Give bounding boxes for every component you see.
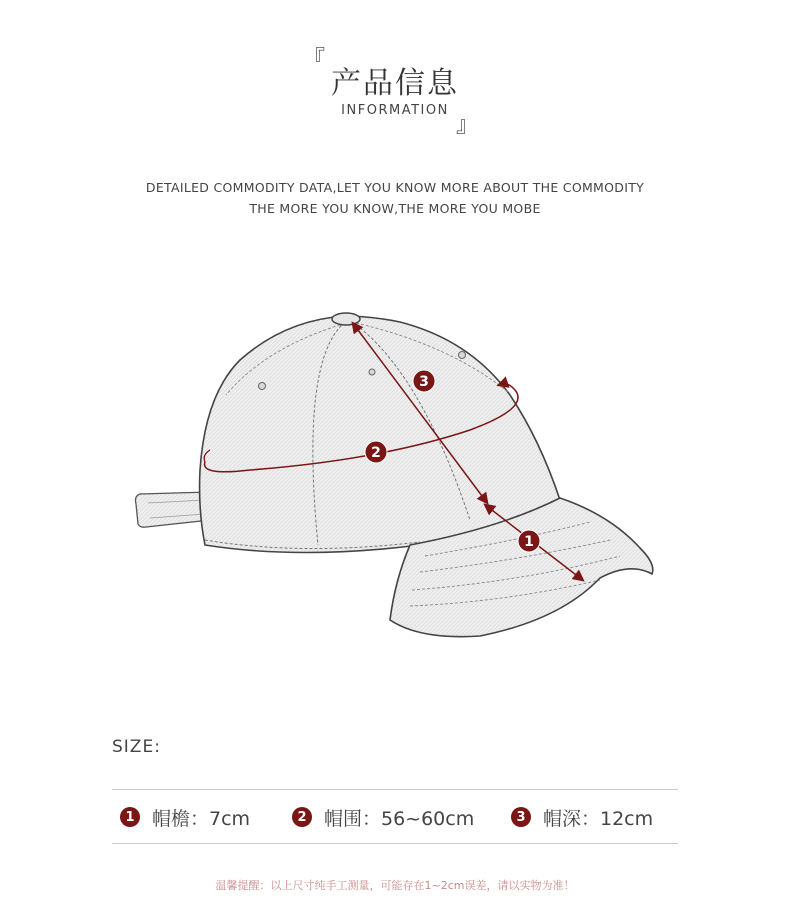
divider-top xyxy=(112,789,678,790)
cap-strap xyxy=(136,492,211,527)
spec-number-badge: 2 xyxy=(292,807,312,827)
spec-number-badge: 1 xyxy=(120,807,140,827)
close-bracket: 』 xyxy=(456,113,479,138)
svg-text:1: 1 xyxy=(524,534,534,550)
spec-brim-label: 帽檐：7cm xyxy=(152,807,251,830)
spec-circumference xyxy=(292,804,474,830)
section-title: 产品信息 xyxy=(331,66,459,101)
cap-crown xyxy=(200,316,560,553)
tagline-line-1: DETAILED COMMODITY DATA,LET YOU KNOW MORE ABOUT THE COMMODITY xyxy=(145,180,645,195)
tagline-line-2: THE MORE YOU KNOW,THE MORE YOU MOBE xyxy=(249,201,541,216)
section-subtitle: INFORMATION xyxy=(341,103,449,118)
spec-number-badge: 3 xyxy=(511,807,531,827)
svg-text:3: 3 xyxy=(419,374,429,390)
measurement-note: 温馨提醒：以上尺寸纯手工测量，可能存在1~2cm误差，请以实物为准！ xyxy=(215,879,575,892)
marker-2 xyxy=(365,441,387,463)
divider-bottom xyxy=(112,843,678,844)
spec-brim xyxy=(120,804,250,830)
spec-depth xyxy=(511,804,653,830)
cap-top-button xyxy=(332,313,360,325)
svg-text:2: 2 xyxy=(371,445,381,461)
open-bracket: 『 xyxy=(303,47,326,72)
size-label: SIZE: xyxy=(112,737,161,757)
cap-diagram xyxy=(0,290,790,660)
spec-circumference-label: 帽围：56~60cm xyxy=(324,807,475,830)
marker-1 xyxy=(518,530,540,552)
spec-depth-label: 帽深：12cm xyxy=(543,807,654,830)
marker-3 xyxy=(413,370,435,392)
